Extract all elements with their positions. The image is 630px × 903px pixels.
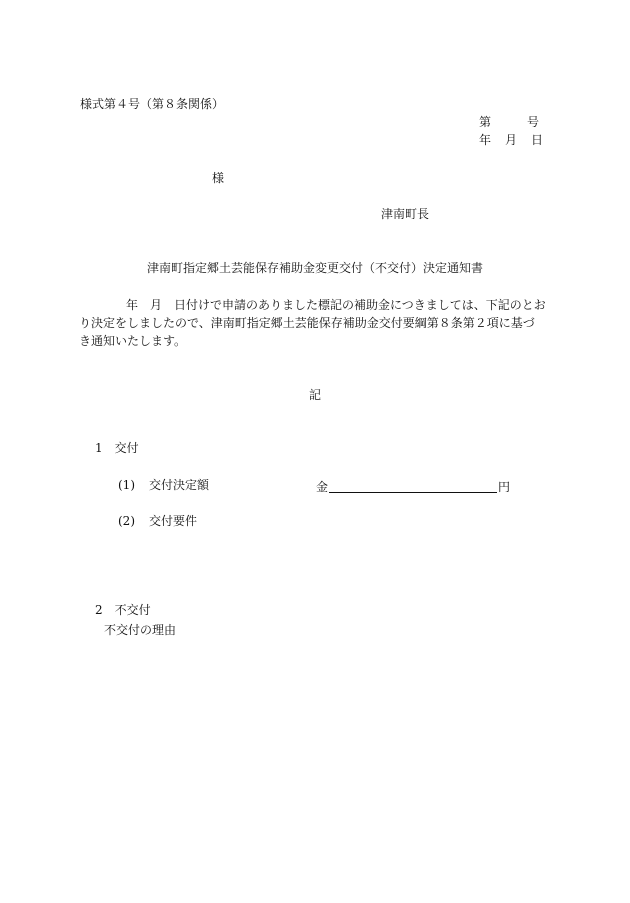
section-2-label: 不交付 [114,603,151,617]
addressee: 様 [212,171,225,185]
body-line-1: 年 月 日付けで申請のありました標記の補助金につきましては、下記のとお [126,298,546,312]
body-line-2: り決定をしましたので、津南町指定郷土芸能保存補助金交付要綱第８条第２項に基づ [79,316,535,330]
document-number [479,116,539,128]
non-grant-reason-label: 不交付の理由 [104,623,177,637]
section-1-number: 1 [95,441,103,455]
item-1 [118,479,209,491]
item-2 [118,515,197,527]
form-label: 様式第４号（第８条関係） [80,97,225,111]
amount-prefix: 金 [316,480,329,494]
date-month: 月 [505,133,518,147]
section-1-label: 交付 [114,441,139,455]
amount-field [316,479,510,493]
item-2-label: 交付要件 [149,514,198,528]
document-date [479,134,543,146]
body-line-3: き通知いたします。 [79,334,187,348]
sender: 津南町長 [381,207,430,221]
date-year: 年 [479,133,492,147]
document-number-prefix: 第 [479,115,492,129]
section-1-heading [95,442,139,454]
section-2-heading [95,604,151,616]
document-number-suffix: 号 [527,115,540,129]
section-2-number: 2 [95,603,103,617]
amount-suffix: 円 [498,480,511,494]
item-1-label: 交付決定額 [149,478,210,492]
item-1-number: (1) [118,478,135,492]
document-title: 津南町指定郷土芸能保存補助金変更交付（不交付）決定通知書 [146,261,483,275]
item-2-number: (2) [118,514,135,528]
ki-heading: 記 [308,388,321,402]
date-day: 日 [531,133,544,147]
body-paragraph [80,296,550,350]
amount-blank-line [329,479,497,493]
